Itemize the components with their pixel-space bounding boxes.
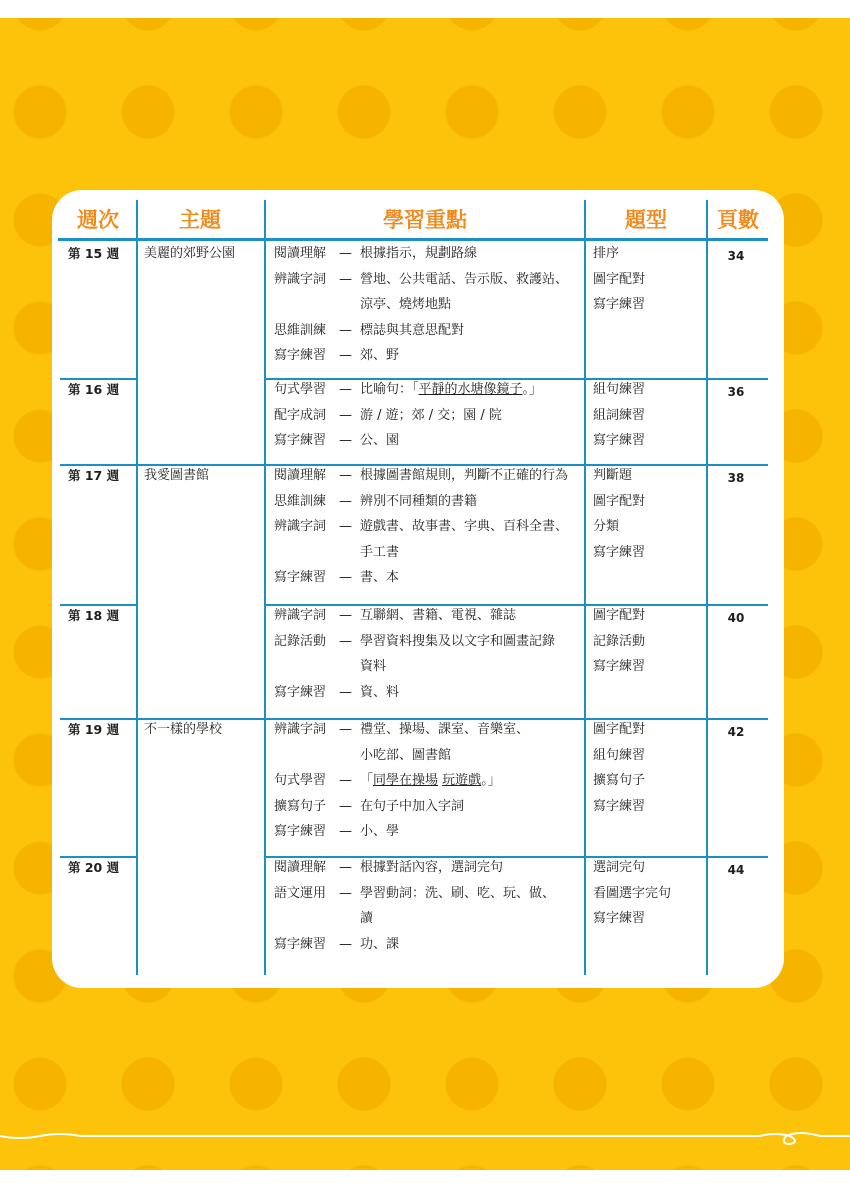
focus-dash: — bbox=[339, 633, 352, 649]
focus-dash: — bbox=[339, 246, 352, 261]
focus-dash: — bbox=[339, 608, 352, 623]
question-type: 選詞完句 bbox=[593, 860, 646, 875]
column-rule bbox=[136, 200, 138, 975]
focus-category: 辨識字詞 bbox=[274, 271, 327, 287]
column-rule bbox=[706, 200, 708, 975]
underlined-phrase: 平靜的水塘像鏡子 bbox=[418, 382, 523, 397]
focus-text: 涼亭、燒烤地點 bbox=[360, 297, 452, 312]
question-type: 寫字練習 bbox=[593, 911, 646, 926]
focus-text: 辨別不同種類的書籍 bbox=[360, 493, 478, 509]
focus-text: 游 / 遊；郊 / 交；園 / 院 bbox=[360, 407, 502, 423]
page-number: 34 bbox=[727, 249, 745, 263]
focus-dash: — bbox=[339, 348, 352, 363]
question-type: 判斷題 bbox=[593, 468, 633, 483]
column-rule bbox=[584, 200, 586, 975]
column-rule bbox=[264, 200, 266, 975]
focus-category: 寫字練習 bbox=[274, 433, 327, 448]
focus-dash: — bbox=[339, 468, 352, 483]
focus-dash: — bbox=[339, 722, 352, 737]
focus-dash: — bbox=[339, 824, 352, 839]
row-rule bbox=[266, 856, 768, 858]
focus-category: 辨識字詞 bbox=[274, 519, 327, 534]
focus-text: 小、學 bbox=[360, 824, 400, 839]
question-type: 圖字配對 bbox=[593, 608, 646, 623]
focus-text: 小吃部、圖書館 bbox=[360, 747, 452, 763]
focus-text: 手工書 bbox=[360, 544, 400, 560]
week-label: 第 19 週 bbox=[68, 722, 120, 737]
focus-category: 寫字練習 bbox=[274, 824, 327, 839]
focus-text bbox=[360, 382, 542, 398]
question-type: 圖字配對 bbox=[593, 493, 646, 509]
week-label: 第 17 週 bbox=[68, 468, 120, 483]
question-type: 記錄活動 bbox=[593, 633, 646, 649]
header-rule bbox=[58, 238, 768, 241]
focus-text: 營地、公共電話、告示版、救護站、 bbox=[360, 271, 569, 287]
week-label: 第 15 週 bbox=[68, 246, 120, 261]
row-rule bbox=[266, 378, 768, 380]
row-rule bbox=[60, 604, 136, 606]
focus-category: 寫字練習 bbox=[274, 348, 327, 363]
focus-category: 閱讀理解 bbox=[274, 468, 327, 483]
focus-dash: — bbox=[339, 519, 352, 534]
focus-dash: — bbox=[339, 271, 352, 287]
focus-text: 根據指示，規劃路線 bbox=[360, 246, 478, 261]
underlined-phrase: 同學在操場 bbox=[373, 773, 439, 788]
focus-category: 句式學習 bbox=[274, 773, 327, 788]
focus-category: 閱讀理解 bbox=[274, 860, 327, 875]
focus-category: 語文運用 bbox=[274, 885, 327, 901]
focus-text: 禮堂、操場、課室、音樂室、 bbox=[360, 722, 530, 737]
question-type: 寫字練習 bbox=[593, 433, 646, 448]
focus-dash: — bbox=[339, 684, 352, 700]
header-type: 題型 bbox=[625, 208, 667, 232]
focus-text bbox=[360, 773, 501, 789]
focus-category: 配字成詞 bbox=[274, 407, 327, 423]
focus-text: 功、課 bbox=[360, 936, 400, 952]
underlined-phrase: 玩遊戲 bbox=[442, 773, 482, 788]
page-number: 44 bbox=[727, 863, 745, 877]
decorative-wave-line bbox=[0, 1118, 850, 1158]
focus-category: 寫字練習 bbox=[274, 570, 327, 585]
focus-category: 閱讀理解 bbox=[274, 246, 327, 261]
question-type: 寫字練習 bbox=[593, 297, 646, 312]
page-number: 36 bbox=[727, 385, 745, 399]
header-theme: 主題 bbox=[179, 208, 221, 232]
question-type: 圖字配對 bbox=[593, 271, 646, 287]
focus-dash: — bbox=[339, 885, 352, 901]
question-type: 寫字練習 bbox=[593, 659, 646, 674]
schedule-card bbox=[52, 190, 784, 988]
question-type: 排序 bbox=[593, 246, 620, 261]
row-rule bbox=[266, 604, 768, 606]
focus-text: 互聯網、書籍、電視、雜誌 bbox=[360, 608, 517, 623]
sentence-part: 。」 bbox=[522, 382, 543, 397]
question-type: 分類 bbox=[593, 519, 620, 534]
schedule-table bbox=[52, 190, 784, 988]
question-type: 組句練習 bbox=[593, 747, 646, 763]
week-label: 第 20 週 bbox=[68, 860, 120, 875]
focus-text: 遊戲書、故事書、字典、百科全書、 bbox=[360, 519, 569, 534]
focus-dash: — bbox=[339, 493, 352, 509]
header-week: 週次 bbox=[77, 208, 119, 232]
focus-text: 標誌與其意思配對 bbox=[360, 322, 465, 338]
focus-dash: — bbox=[339, 798, 352, 814]
question-type: 擴寫句子 bbox=[593, 773, 646, 788]
focus-dash: — bbox=[339, 322, 352, 338]
header-focus: 學習重點 bbox=[383, 208, 467, 232]
focus-dash: — bbox=[339, 407, 352, 423]
focus-text: 根據圖書館規則，判斷不正確的行為 bbox=[360, 468, 569, 483]
focus-text: 讀 bbox=[360, 911, 374, 926]
focus-dash: — bbox=[339, 433, 352, 448]
page-number: 42 bbox=[727, 725, 745, 739]
focus-category: 擴寫句子 bbox=[274, 798, 327, 814]
focus-category: 思維訓練 bbox=[274, 322, 327, 338]
page-number: 40 bbox=[727, 611, 745, 625]
week-label: 第 18 週 bbox=[68, 608, 120, 623]
question-type: 看圖選字完句 bbox=[593, 885, 672, 901]
focus-text: 資料 bbox=[360, 659, 387, 674]
sentence-part: 比喻句：「 bbox=[360, 382, 419, 397]
focus-category: 句式學習 bbox=[274, 382, 327, 397]
header-page: 頁數 bbox=[717, 208, 759, 232]
focus-category: 記錄活動 bbox=[274, 633, 327, 649]
page-number: 38 bbox=[727, 471, 745, 485]
focus-text: 學習動詞：洗、刷、吃、玩、做、 bbox=[360, 885, 556, 901]
week-label: 第 16 週 bbox=[68, 382, 120, 397]
focus-dash: — bbox=[339, 860, 352, 875]
row-rule bbox=[60, 718, 768, 720]
focus-dash: — bbox=[339, 773, 352, 788]
focus-dash: — bbox=[339, 936, 352, 952]
focus-category: 寫字練習 bbox=[274, 936, 327, 952]
row-rule bbox=[60, 378, 136, 380]
focus-dash: — bbox=[339, 382, 352, 397]
focus-text: 書、本 bbox=[360, 570, 400, 585]
focus-text: 公、園 bbox=[360, 433, 400, 448]
question-type: 寫字練習 bbox=[593, 544, 646, 560]
row-rule bbox=[60, 464, 768, 466]
question-type: 寫字練習 bbox=[593, 798, 646, 814]
focus-text: 根據對話內容，選詞完句 bbox=[360, 860, 504, 875]
focus-dash: — bbox=[339, 570, 352, 585]
sentence-part: 「 bbox=[360, 773, 374, 788]
focus-text: 在句子中加入字詞 bbox=[360, 798, 465, 814]
focus-text: 郊、野 bbox=[360, 348, 400, 363]
focus-category: 辨識字詞 bbox=[274, 608, 327, 623]
theme-label: 不一樣的學校 bbox=[144, 722, 223, 737]
theme-label: 我愛圖書館 bbox=[144, 468, 210, 483]
question-type: 組詞練習 bbox=[593, 407, 646, 423]
question-type: 組句練習 bbox=[593, 382, 646, 397]
focus-category: 寫字練習 bbox=[274, 684, 327, 700]
theme-label: 美麗的郊野公園 bbox=[144, 246, 236, 261]
focus-text: 學習資料搜集及以文字和圖畫記錄 bbox=[360, 633, 556, 649]
row-rule bbox=[60, 856, 136, 858]
focus-category: 思維訓練 bbox=[274, 493, 327, 509]
focus-text: 資、料 bbox=[360, 684, 400, 700]
focus-category: 辨識字詞 bbox=[274, 722, 327, 737]
question-type: 圖字配對 bbox=[593, 722, 646, 737]
sentence-part: 。」 bbox=[481, 773, 501, 788]
